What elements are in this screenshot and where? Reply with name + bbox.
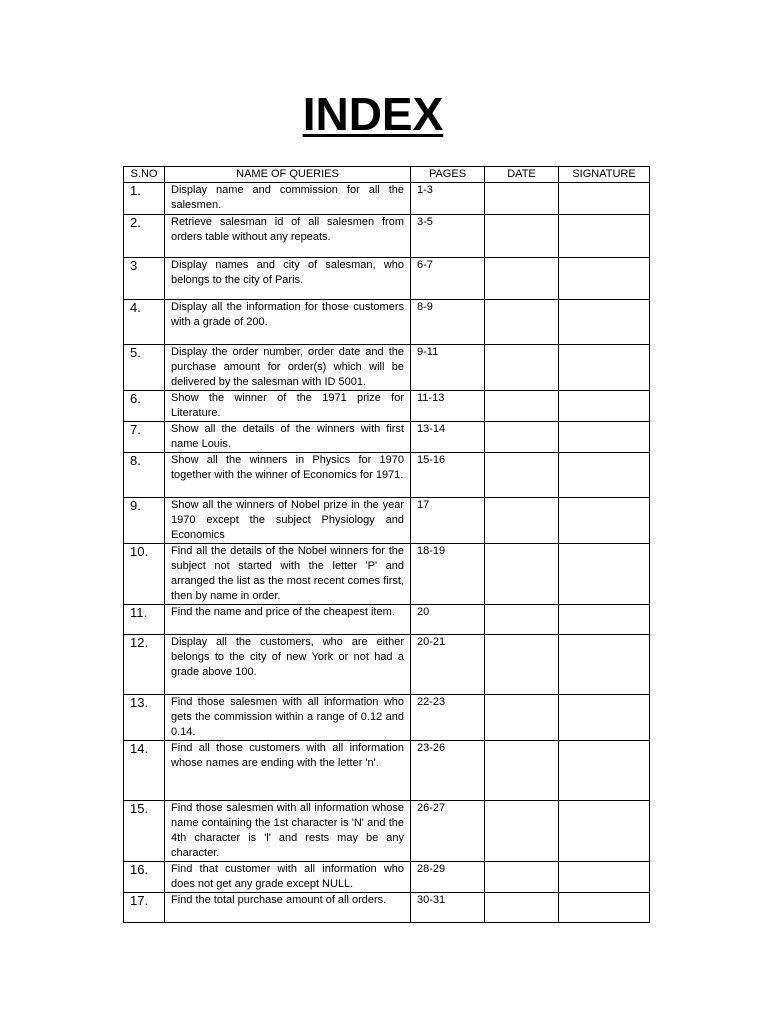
row-pages: 20: [411, 605, 485, 635]
row-signature: [559, 862, 650, 893]
row-date: [485, 741, 559, 801]
row-query: Display name and commission for all the salesmen.: [165, 183, 411, 215]
row-query: Find the name and price of the cheapest item.: [165, 605, 411, 635]
row-sno: 8.: [124, 453, 165, 498]
row-signature: [559, 741, 650, 801]
table-row: [124, 695, 650, 741]
row-date: [485, 300, 559, 345]
table-row: [124, 258, 650, 300]
row-date: [485, 345, 559, 391]
row-sno: 3: [124, 258, 165, 300]
row-pages: 26-27: [411, 801, 485, 862]
row-signature: [559, 422, 650, 453]
row-signature: [559, 391, 650, 422]
row-pages: 30-31: [411, 893, 485, 923]
table-row: [124, 345, 650, 391]
row-sno: 5.: [124, 345, 165, 391]
row-signature: [559, 544, 650, 605]
row-date: [485, 422, 559, 453]
row-pages: 20-21: [411, 635, 485, 695]
row-sno: 14.: [124, 741, 165, 801]
table-row: [124, 422, 650, 453]
row-query: Find all the details of the Nobel winners for the subject not started with the letter 'P' and arranged the list as the most recent comes first, then by name in order.: [165, 544, 411, 605]
row-pages: 13-14: [411, 422, 485, 453]
row-signature: [559, 453, 650, 498]
table-row: [124, 183, 650, 215]
row-date: [485, 544, 559, 605]
row-pages: 15-16: [411, 453, 485, 498]
header-sno: S.NO: [124, 167, 165, 183]
row-sno: 12.: [124, 635, 165, 695]
row-date: [485, 453, 559, 498]
row-date: [485, 635, 559, 695]
table-row: [124, 300, 650, 345]
row-date: [485, 183, 559, 215]
row-pages: 17: [411, 498, 485, 544]
table-row: [124, 453, 650, 498]
index-table: [123, 166, 650, 923]
row-sno: 2.: [124, 215, 165, 258]
row-query: Display all the customers, who are either belongs to the city of new York or not had a grade above 100.: [165, 635, 411, 695]
row-signature: [559, 258, 650, 300]
row-query: Show all the details of the winners with first name Louis.: [165, 422, 411, 453]
row-signature: [559, 605, 650, 635]
row-pages: 22-23: [411, 695, 485, 741]
row-date: [485, 801, 559, 862]
row-query: Find those salesmen with all information whose name containing the 1st character is 'N' and the 4th character is 'l' and rests may be any character.: [165, 801, 411, 862]
row-sno: 13.: [124, 695, 165, 741]
row-date: [485, 391, 559, 422]
row-query: Show all the winners of Nobel prize in the year 1970 except the subject Physiology and Economics: [165, 498, 411, 544]
row-signature: [559, 635, 650, 695]
row-date: [485, 605, 559, 635]
row-pages: 1-3: [411, 183, 485, 215]
row-date: [485, 695, 559, 741]
table-row: [124, 862, 650, 893]
row-query: Retrieve salesman id of all salesmen from orders table without any repeats.: [165, 215, 411, 258]
row-pages: 3-5: [411, 215, 485, 258]
row-query: Show all the winners in Physics for 1970 together with the winner of Economics for 1971.: [165, 453, 411, 498]
row-sno: 10.: [124, 544, 165, 605]
table-row: [124, 741, 650, 801]
row-pages: 23-26: [411, 741, 485, 801]
row-date: [485, 893, 559, 923]
row-query: Display all the information for those customers with a grade of 200.: [165, 300, 411, 345]
row-sno: 11.: [124, 605, 165, 635]
row-query: Display the order number, order date and the purchase amount for order(s) which will be delivered by the salesman with ID 5001.: [165, 345, 411, 391]
row-pages: 9-11: [411, 345, 485, 391]
row-pages: 11-13: [411, 391, 485, 422]
header-name-of-queries: NAME OF QUERIES: [165, 167, 411, 183]
row-query: Find those salesmen with all information who gets the commission within a range of 0.12 and 0.14.: [165, 695, 411, 741]
row-sno: 17.: [124, 893, 165, 923]
row-signature: [559, 801, 650, 862]
row-signature: [559, 183, 650, 215]
row-signature: [559, 893, 650, 923]
row-sno: 16.: [124, 862, 165, 893]
row-query: Show the winner of the 1971 prize for Literature.: [165, 391, 411, 422]
table-row: [124, 605, 650, 635]
row-signature: [559, 215, 650, 258]
row-query: Display names and city of salesman, who belongs to the city of Paris.: [165, 258, 411, 300]
row-sno: 9.: [124, 498, 165, 544]
row-sno: 4.: [124, 300, 165, 345]
table-row: [124, 635, 650, 695]
row-query: Find that customer with all information who does not get any grade except NULL.: [165, 862, 411, 893]
row-date: [485, 862, 559, 893]
table-row: [124, 391, 650, 422]
row-query: Find all those customers with all information whose names are ending with the letter 'n'.: [165, 741, 411, 801]
row-sno: 1.: [124, 183, 165, 215]
row-query: Find the total purchase amount of all orders.: [165, 893, 411, 923]
table-row: [124, 498, 650, 544]
row-date: [485, 498, 559, 544]
table-row: [124, 544, 650, 605]
row-sno: 7.: [124, 422, 165, 453]
header-pages: PAGES: [411, 167, 485, 183]
row-date: [485, 258, 559, 300]
header-date: DATE: [485, 167, 559, 183]
row-pages: 8-9: [411, 300, 485, 345]
row-signature: [559, 695, 650, 741]
row-signature: [559, 498, 650, 544]
row-signature: [559, 345, 650, 391]
row-signature: [559, 300, 650, 345]
page-title: INDEX: [302, 88, 444, 140]
row-pages: 18-19: [411, 544, 485, 605]
row-pages: 28-29: [411, 862, 485, 893]
row-date: [485, 215, 559, 258]
header-signature: SIGNATURE: [559, 167, 650, 183]
row-sno: 15.: [124, 801, 165, 862]
table-row: [124, 893, 650, 923]
row-sno: 6.: [124, 391, 165, 422]
header-row: [124, 167, 650, 183]
table-row: [124, 801, 650, 862]
table-row: [124, 215, 650, 258]
row-pages: 6-7: [411, 258, 485, 300]
